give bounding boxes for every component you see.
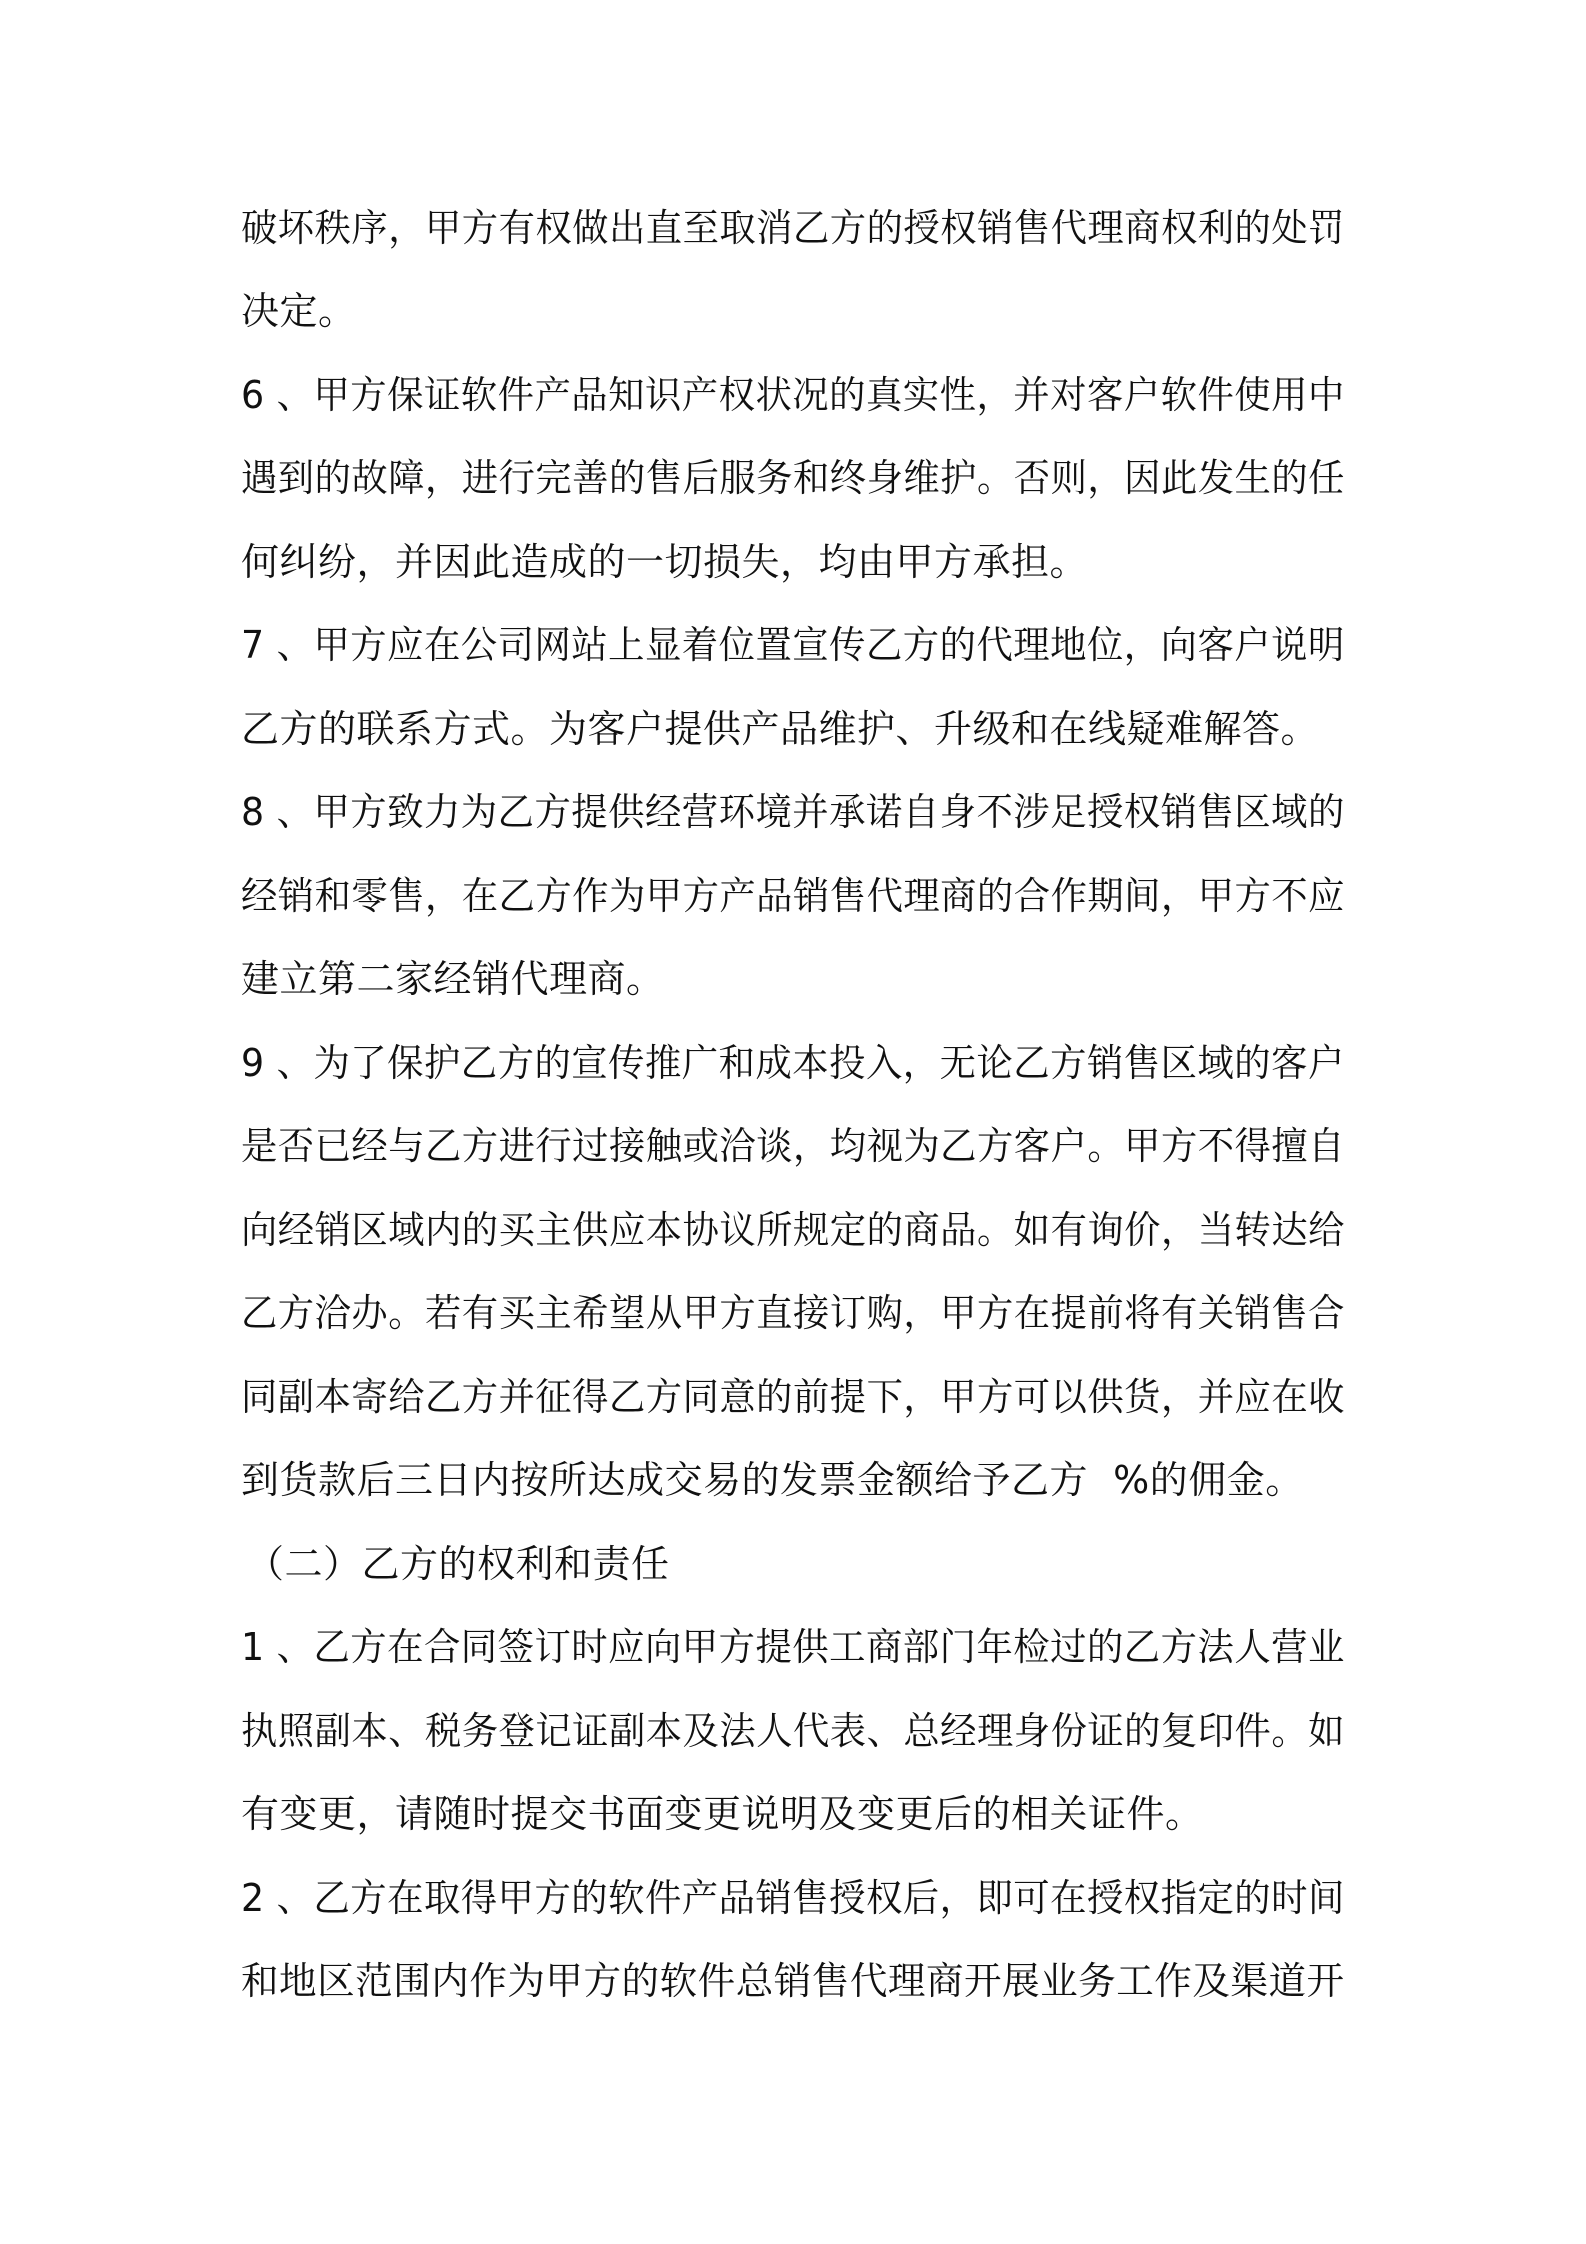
text-line: 遇到的故障，进行完善的售后服务和终身维护。否则，因此发生的任 — [241, 456, 1345, 500]
text-line: 7 、甲方应在公司网站上显着位置宣传乙方的代理地位，向客户说明 — [241, 623, 1345, 667]
text-line: 何纠纷，并因此造成的一切损失，均由甲方承担。 — [241, 540, 1089, 584]
text-line: 破坏秩序，甲方有权做出直至取消乙方的授权销售代理商权利的处罚 — [241, 206, 1345, 250]
text-line: 6 、甲方保证软件产品知识产权状况的真实性，并对客户软件使用中 — [241, 373, 1345, 417]
text-line: 到货款后三日内按所达成交易的发票金额给予乙方 %的佣金。 — [241, 1458, 1304, 1502]
section-heading: （二）乙方的权利和责任 — [246, 1542, 670, 1586]
text-line: 经销和零售，在乙方作为甲方产品销售代理商的合作期间，甲方不应 — [241, 874, 1345, 918]
text-line: 是否已经与乙方进行过接触或洽谈，均视为乙方客户。甲方不得擅自 — [241, 1124, 1345, 1168]
text-line: 2 、乙方在取得甲方的软件产品销售授权后，即可在授权指定的时间 — [241, 1876, 1345, 1920]
text-line: 乙方的联系方式。为客户提供产品维护、升级和在线疑难解答。 — [241, 707, 1320, 751]
text-line: 8 、甲方致力为乙方提供经营环境并承诺自身不涉足授权销售区域的 — [241, 790, 1345, 834]
text-line: 向经销区域内的买主供应本协议所规定的商品。如有询价，当转达给 — [241, 1208, 1345, 1252]
text-line: 和地区范围内作为甲方的软件总销售代理商开展业务工作及渠道开 — [241, 1959, 1345, 2003]
text-line: 9 、为了保护乙方的宣传推广和成本投入，无论乙方销售区域的客户 — [241, 1041, 1345, 1085]
text-line: 1 、乙方在合同签订时应向甲方提供工商部门年检过的乙方法人营业 — [241, 1625, 1345, 1669]
text-line: 建立第二家经销代理商。 — [241, 957, 665, 1001]
text-line: 同副本寄给乙方并征得乙方同意的前提下，甲方可以供货，并应在收 — [241, 1375, 1345, 1419]
text-line: 决定。 — [241, 289, 357, 333]
text-line: 乙方洽办。若有买主希望从甲方直接订购，甲方在提前将有关销售合 — [241, 1291, 1345, 1335]
text-line: 执照副本、税务登记证副本及法人代表、总经理身份证的复印件。如 — [241, 1709, 1345, 1753]
text-line: 有变更，请随时提交书面变更说明及变更后的相关证件。 — [241, 1792, 1204, 1836]
